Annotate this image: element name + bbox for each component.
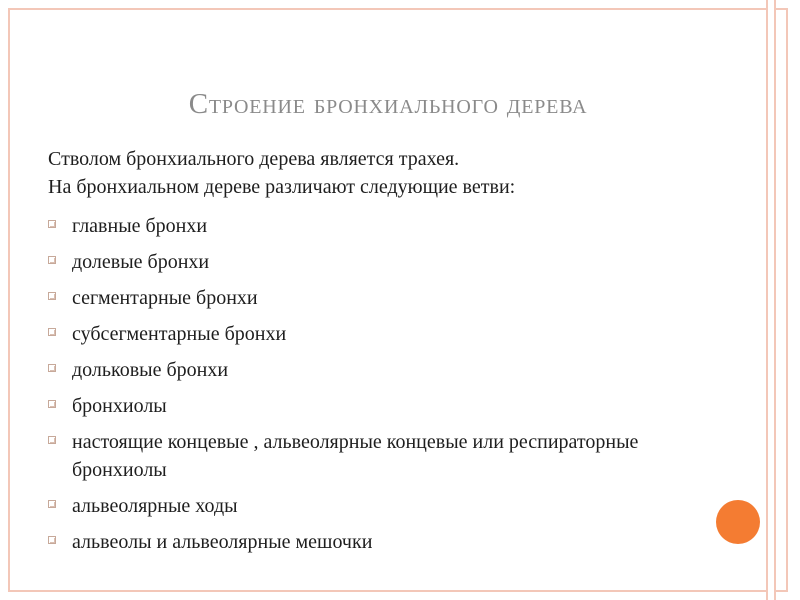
list-item <box>48 528 698 556</box>
square-bullet-icon <box>48 536 56 544</box>
list-item-text: альвеолярные ходы <box>72 495 238 517</box>
slide-right-border-band <box>766 0 776 600</box>
list-item <box>48 492 698 520</box>
list-item-text: главные бронхи <box>72 215 208 237</box>
list-item-text: субсегментарные бронхи <box>72 323 287 345</box>
square-bullet-icon <box>48 328 56 336</box>
list-item <box>48 392 698 420</box>
square-bullet-icon <box>48 220 56 228</box>
list-item <box>48 248 698 276</box>
list-item-text: настоящие концевые , альвеолярные концевые или респираторные бронхиолы <box>72 431 639 481</box>
list-item <box>48 356 698 384</box>
square-bullet-icon <box>48 436 56 444</box>
branch-list <box>48 212 698 564</box>
slide-intro <box>48 145 738 201</box>
square-bullet-icon <box>48 256 56 264</box>
list-item-text: дольковые бронхи <box>72 359 229 381</box>
orange-circle-decoration <box>716 500 760 544</box>
square-bullet-icon <box>48 400 56 408</box>
list-item-text: долевые бронхи <box>72 251 210 273</box>
list-item <box>48 212 698 240</box>
intro-line-2: На бронхиальном дереве различают следующие ветви: <box>48 176 516 198</box>
list-item-text: сегментарные бронхи <box>72 287 258 309</box>
square-bullet-icon <box>48 500 56 508</box>
list-item <box>48 320 698 348</box>
list-item <box>48 284 698 312</box>
square-bullet-icon <box>48 292 56 300</box>
list-item-text: альвеолы и альвеолярные мешочки <box>72 531 373 553</box>
square-bullet-icon <box>48 364 56 372</box>
list-item <box>48 428 698 484</box>
slide-title: Строение бронхиального дерева <box>188 88 588 120</box>
intro-line-1: Стволом бронхиального дерева является трахея. <box>48 148 460 170</box>
list-item-text: бронхиолы <box>72 395 167 417</box>
